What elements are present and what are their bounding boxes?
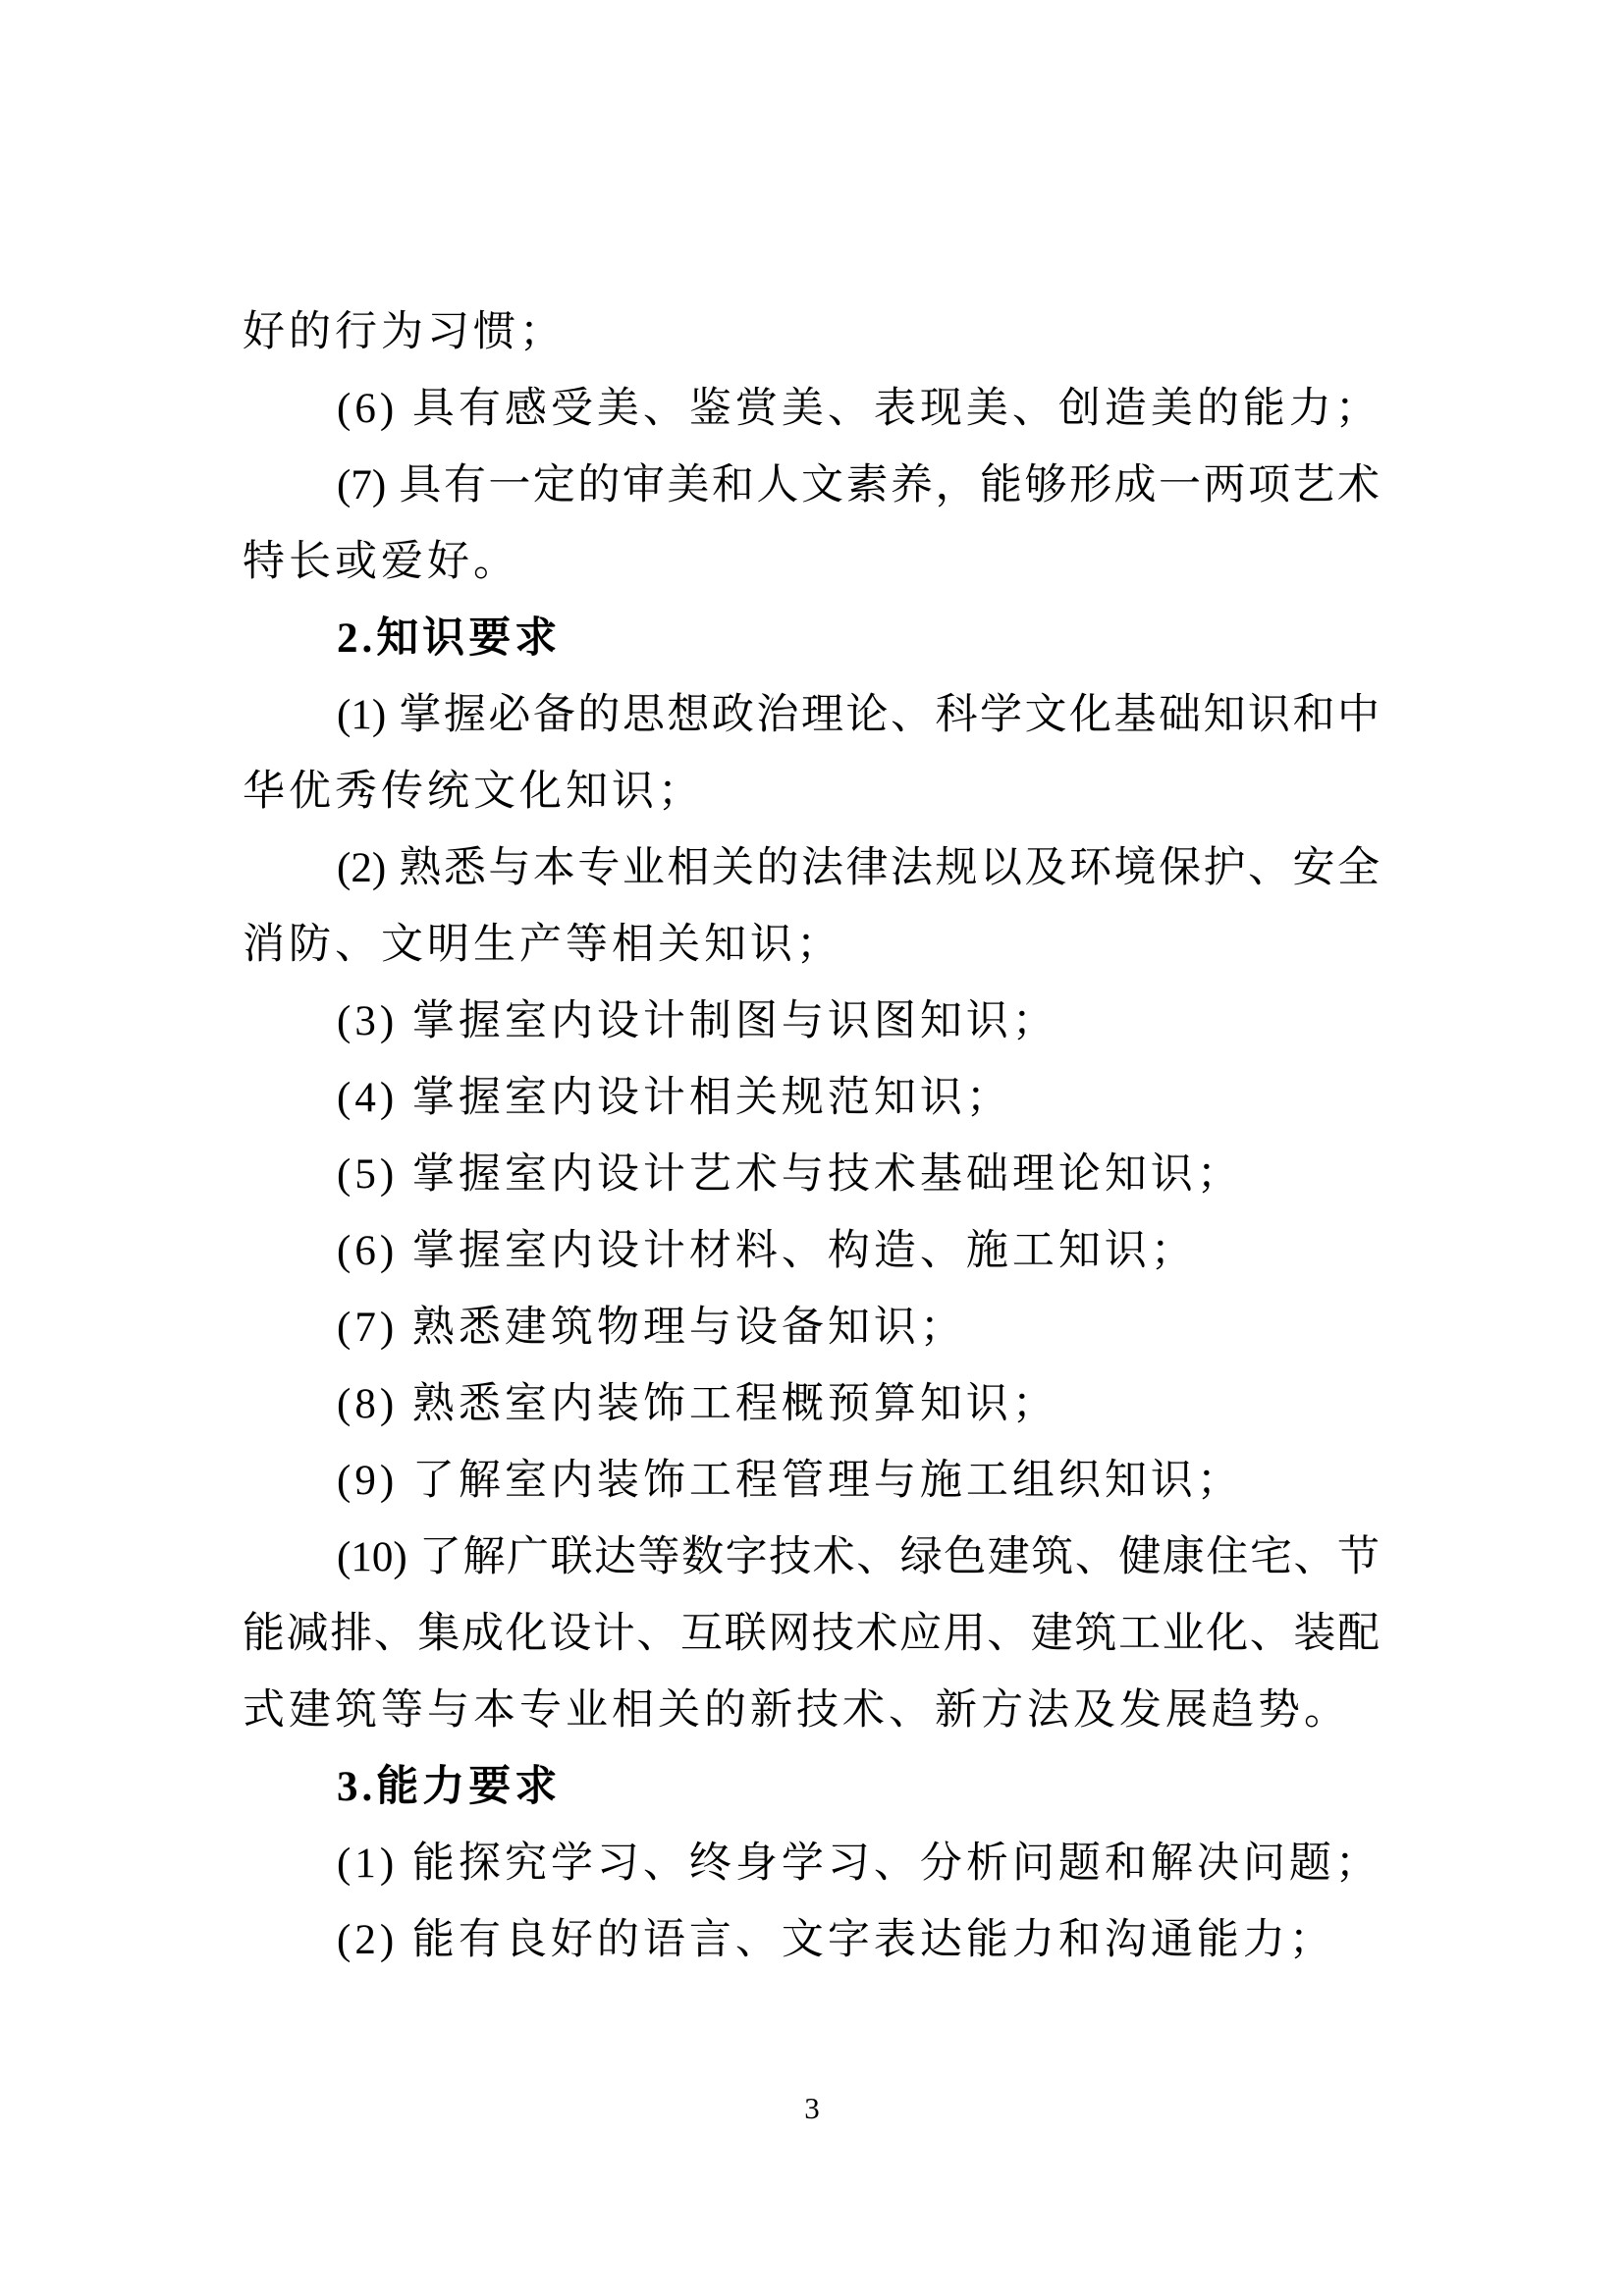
section-heading-knowledge: 2.知识要求 (337, 615, 562, 662)
text-line: (1) 能探究学习、终身学习、分析问题和解决问题； (337, 1841, 1381, 1887)
section-heading-ability: 3.能力要求 (337, 1764, 562, 1810)
text-line: 好的行为习惯； (243, 309, 566, 355)
text-line: (1) 掌握必备的思想政治理论、科学文化基础知识和中 (337, 692, 1380, 738)
page-number: 3 (804, 2091, 820, 2125)
text-line: (10) 了解广联达等数字技术、绿色建筑、健康住宅、节 (337, 1534, 1380, 1580)
text-line: (7) 熟悉建筑物理与设备知识； (337, 1305, 966, 1351)
text-line: (2) 熟悉与本专业相关的法律法规以及环境保护、安全 (337, 845, 1380, 891)
document-body-text (243, 294, 1380, 1979)
text-line: (9) 了解室内装饰工程管理与施工组织知识； (337, 1458, 1243, 1504)
text-line: 特长或爱好。 (243, 539, 519, 585)
text-line: (2) 能有良好的语言、文字表达能力和沟通能力； (337, 1917, 1335, 1963)
text-line: 消防、文明生产等相关知识； (243, 922, 842, 968)
text-line: (5) 掌握室内设计艺术与技术基础理论知识； (337, 1151, 1243, 1198)
text-line: 华优秀传统文化知识； (243, 769, 704, 815)
text-line: (3) 掌握室内设计制图与识图知识； (337, 998, 1058, 1044)
text-line: (4) 掌握室内设计相关规范知识； (337, 1075, 1012, 1121)
text-line: (6) 掌握室内设计材料、构造、施工知识； (337, 1228, 1197, 1274)
text-line: (6) 具有感受美、鉴赏美、表现美、创造美的能力； (337, 386, 1381, 432)
text-line: (8) 熟悉室内装饰工程概预算知识； (337, 1381, 1058, 1427)
text-line: 式建筑等与本专业相关的新技术、新方法及发展趋势。 (243, 1687, 1350, 1734)
text-line: 能减排、集成化设计、互联网技术应用、建筑工业化、装配 (243, 1611, 1380, 1657)
text-line: (7) 具有一定的审美和人文素养，能够形成一两项艺术 (337, 462, 1380, 508)
